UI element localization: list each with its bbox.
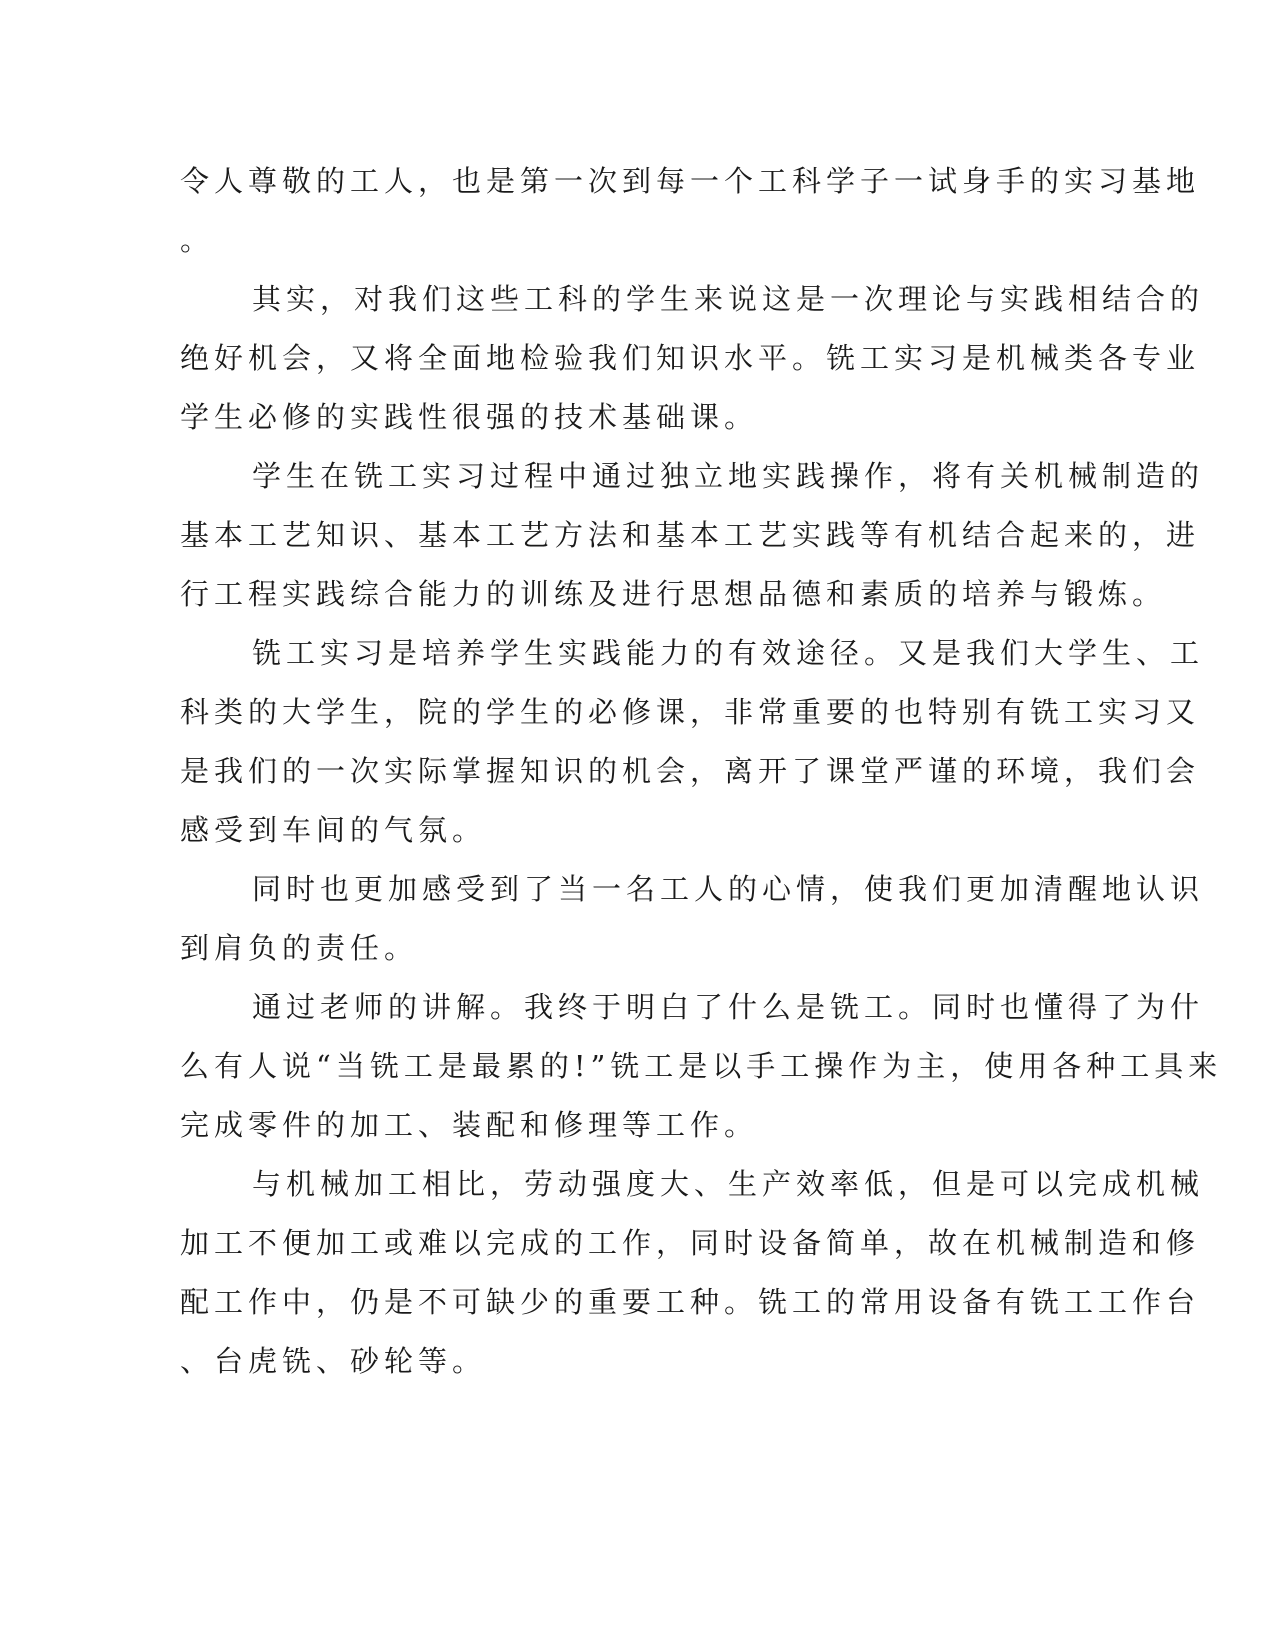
text-line: 学生必修的实践性很强的技术基础课。 (180, 400, 759, 434)
paragraph-first-line: 其实，对我们这些工科的学生来说这是一次理论与实践相结合的 (252, 282, 1205, 316)
text-line: 加工不便加工或难以完成的工作，同时设备简单，故在机械制造和修 (180, 1226, 1201, 1260)
text-line: 配工作中，仍是不可缺少的重要工种。铣工的常用设备有铣工工作台 (180, 1285, 1201, 1319)
text-line: 完成零件的加工、装配和修理等工作。 (180, 1108, 759, 1142)
text-line: 行工程实践综合能力的训练及进行思想品德和素质的培养与锻炼。 (180, 577, 1167, 611)
text-line: 么有人说“当铣工是最累的!”铣工是以手工操作为主，使用各种工具来 (180, 1049, 1223, 1083)
text-line: 是我们的一次实际掌握知识的机会，离开了课堂严谨的环境，我们会 (180, 754, 1201, 788)
text-line: 、台虎铣、砂轮等。 (180, 1344, 487, 1378)
text-line: 到肩负的责任。 (180, 931, 419, 965)
text-line: 感受到车间的气氛。 (180, 813, 487, 847)
text-line: 科类的大学生，院的学生的必修课，非常重要的也特别有铣工实习又 (180, 695, 1201, 729)
text-line: 令人尊敬的工人，也是第一次到每一个工科学子一试身手的实习基地 (180, 164, 1201, 198)
text-line: 基本工艺知识、基本工艺方法和基本工艺实践等有机结合起来的，进 (180, 518, 1201, 552)
paragraph-first-line: 同时也更加感受到了当一名工人的心情，使我们更加清醒地认识 (252, 872, 1205, 906)
paragraph-first-line: 通过老师的讲解。我终于明白了什么是铣工。同时也懂得了为什 (252, 990, 1205, 1024)
text-line: 绝好机会，又将全面地检验我们知识水平。铣工实习是机械类各专业 (180, 341, 1201, 375)
paragraph-first-line: 铣工实习是培养学生实践能力的有效途径。又是我们大学生、工 (252, 636, 1205, 670)
paragraph-first-line: 学生在铣工实习过程中通过独立地实践操作，将有关机械制造的 (252, 459, 1205, 493)
text-line: 。 (180, 223, 215, 257)
paragraph-first-line: 与机械加工相比，劳动强度大、生产效率低，但是可以完成机械 (252, 1167, 1205, 1201)
